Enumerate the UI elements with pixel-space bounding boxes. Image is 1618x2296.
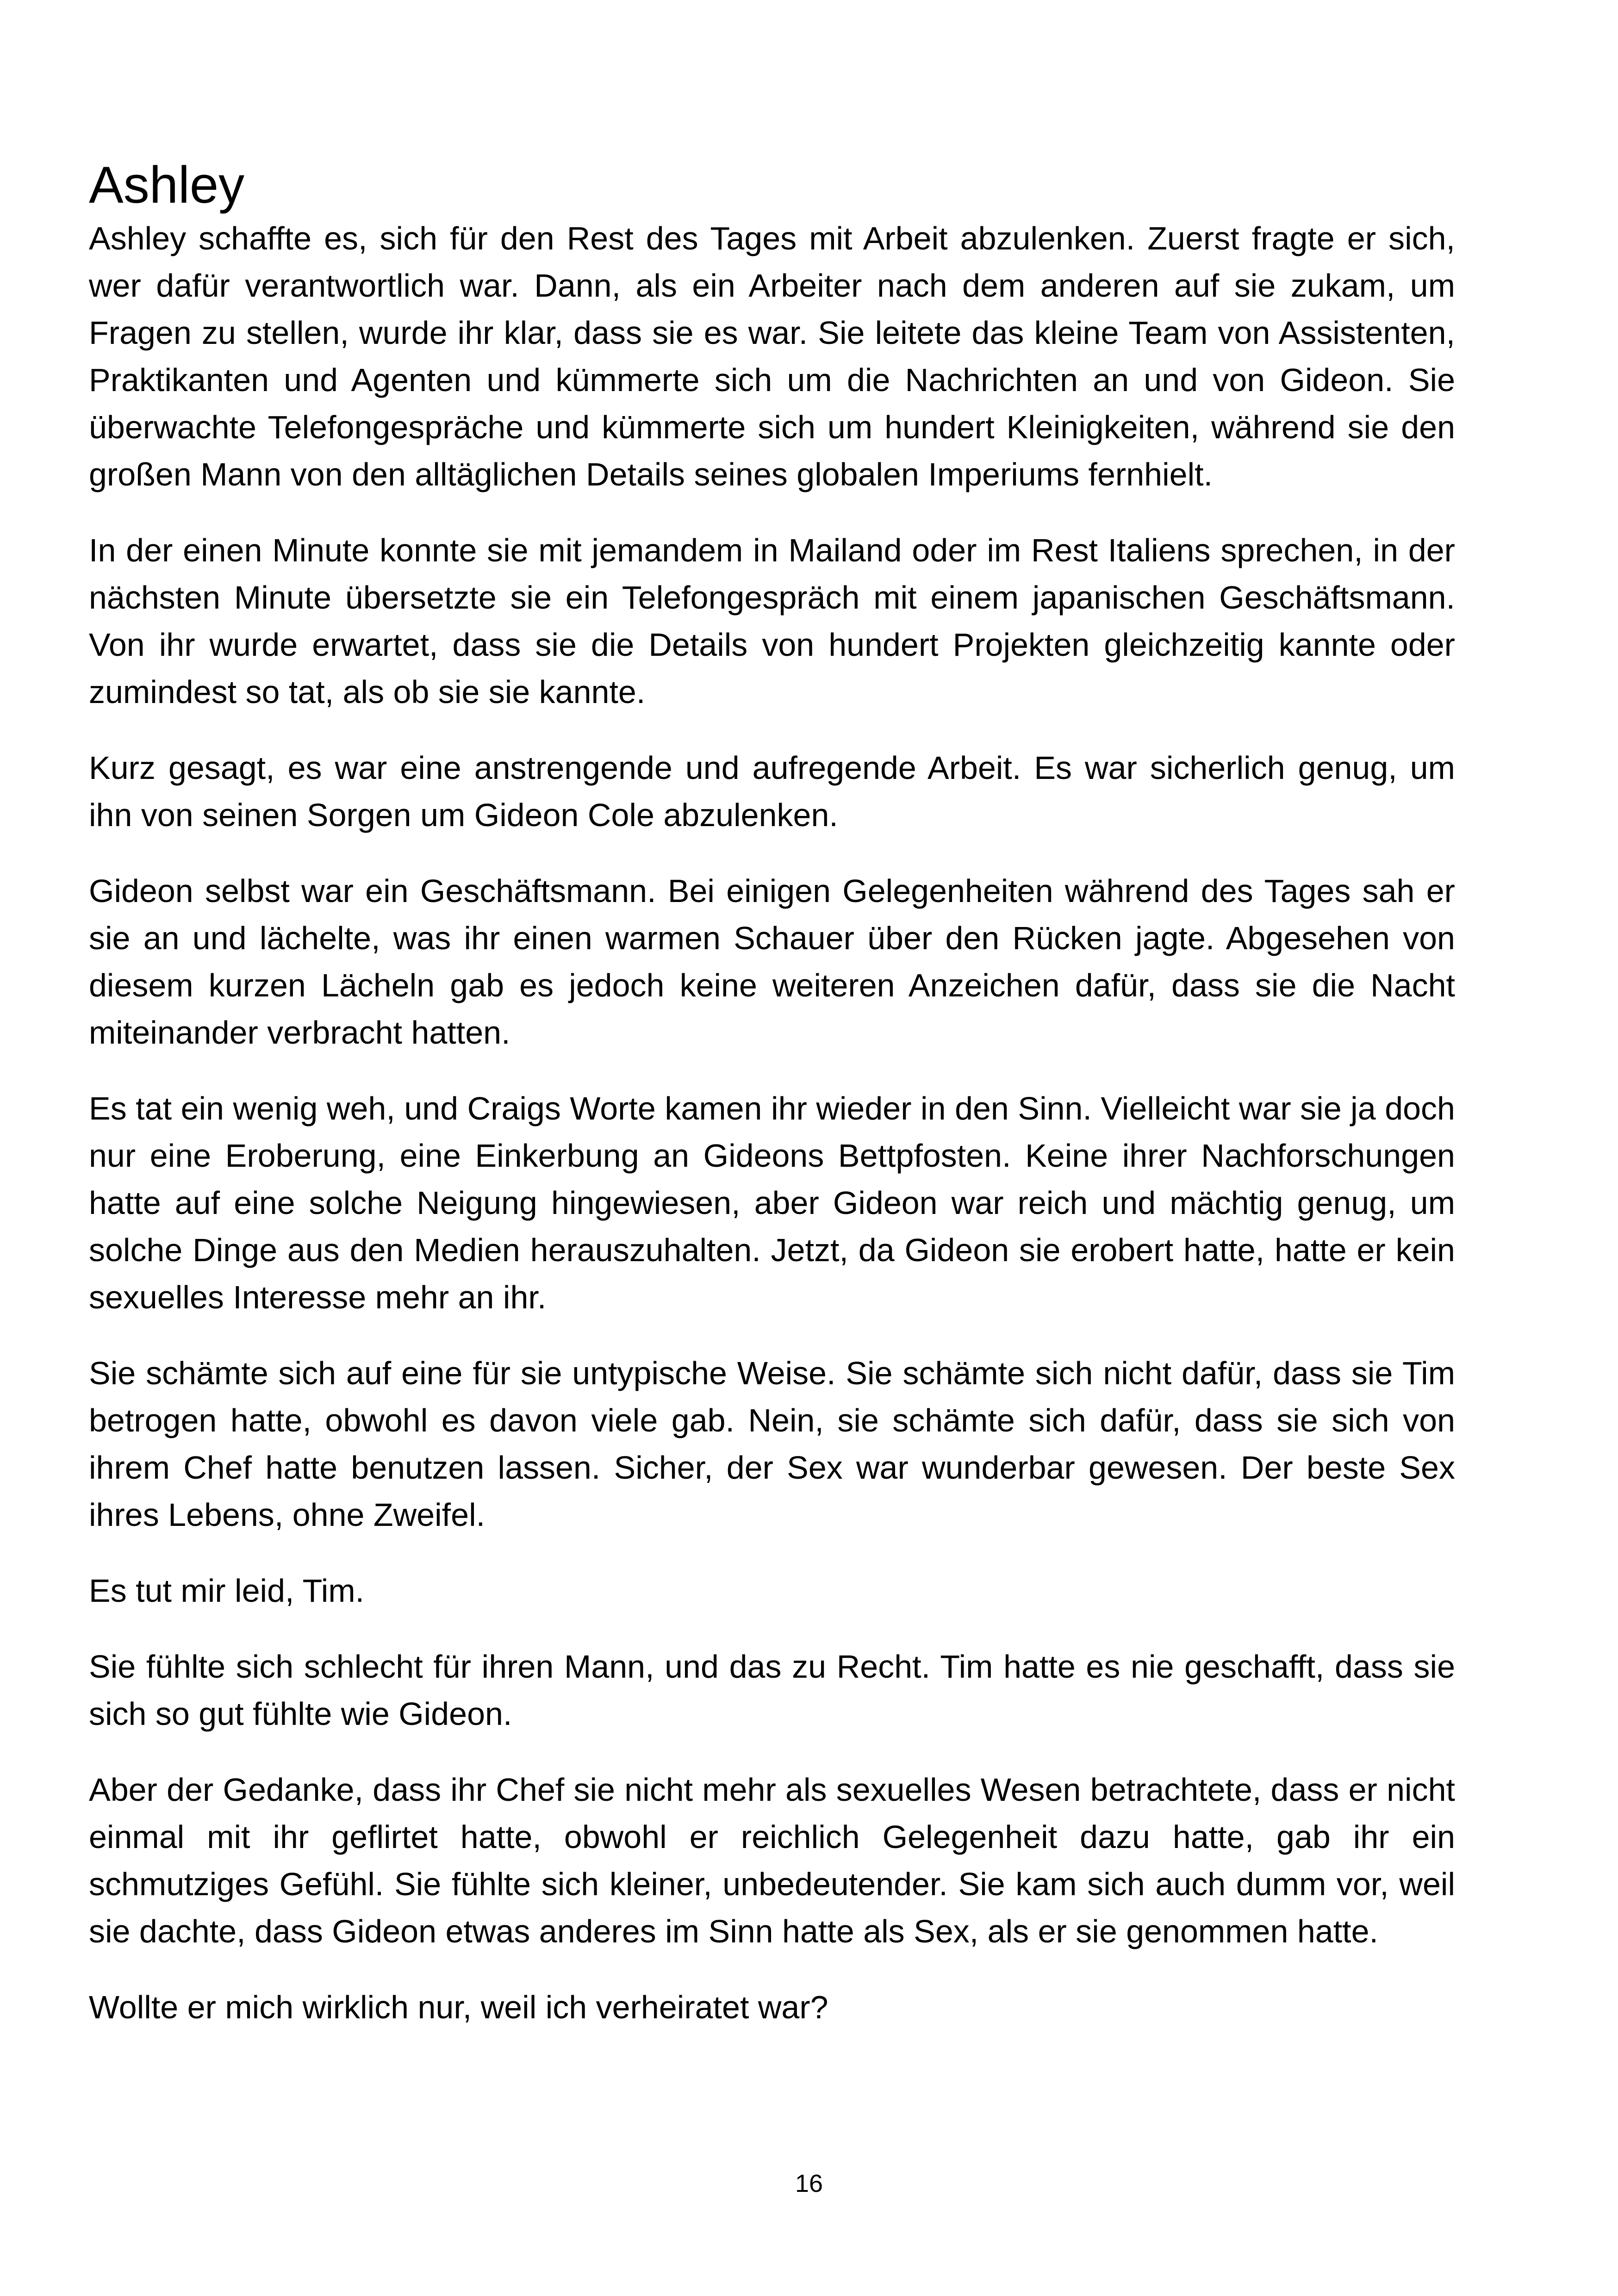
paragraph: Gideon selbst war ein Geschäftsmann. Bei einigen Gelegenheiten während des Tages sah er sie an und lächelte, was ihr einen warmen Schauer über den Rücken jagte. Abgesehen von diesem kurzen Lächeln gab es jedoch keine weiteren Anzeichen dafür, dass sie die Nacht miteinander verbracht hatten. [89, 873, 1455, 1051]
paragraph: Es tat ein wenig weh, und Craigs Worte kamen ihr wieder in den Sinn. Vielleicht war sie ja doch nur eine Eroberung, eine Einkerbung an Gideons Bettpfosten. Keine ihrer Nachforschungen hatte auf eine solche Neigung hingewiesen, aber Gideon war reich und mächtig genug, um solche Dinge aus den Medien herauszuhalten. Jetzt, da Gideon sie erobert hatte, hatte er kein sexuelles Interesse mehr an ihr. [89, 1090, 1455, 1315]
chapter-title: Ashley [89, 156, 245, 214]
page-number: 16 [795, 2170, 823, 2197]
paragraph: Kurz gesagt, es war eine anstrengende und aufregende Arbeit. Es war sicherlich genug, um ihn von seinen Sorgen um Gideon Cole abzulenken. [89, 750, 1455, 833]
paragraph: Wollte er mich wirklich nur, weil ich verheiratet war? [89, 1989, 828, 2025]
paragraph: Sie schämte sich auf eine für sie untypische Weise. Sie schämte sich nicht dafür, dass sie Tim betrogen hatte, obwohl es davon viele gab. Nein, sie schämte sich dafür, dass sie sich von ihrem Chef hatte benutzen lassen. Sicher, der Sex war wunderbar gewesen. Der beste Sex ihres Lebens, ohne Zweifel. [89, 1355, 1455, 1533]
paragraph: Aber der Gedanke, dass ihr Chef sie nicht mehr als sexuelles Wesen betrachtete, dass er nicht einmal mit ihr geflirtet hatte, obwohl er reichlich Gelegenheit dazu hatte, gab ihr ein schmutziges Gefühl. Sie fühlte sich kleiner, unbedeutender. Sie kam sich auch dumm vor, weil sie dachte, dass Gideon etwas anderes im Sinn hatte als Sex, als er sie genommen hatte. [89, 1772, 1455, 1949]
paragraph: Sie fühlte sich schlecht für ihren Mann, und das zu Recht. Tim hatte es nie geschafft, dass sie sich so gut fühlte wie Gideon. [89, 1649, 1455, 1732]
paragraph: Ashley schaffte es, sich für den Rest des Tages mit Arbeit abzulenken. Zuerst fragte er sich, wer dafür verantwortlich war. Dann, als ein Arbeiter nach dem anderen auf sie zukam, um Fragen zu stellen, wurde ihr klar, dass sie es war. Sie leitete das kleine Team von Assistenten, Praktikanten und Agenten und kümmerte sich um die Nachrichten an und von Gideon. Sie überwachte Telefongespräche und kümmerte sich um hundert Kleinigkeiten, während sie den großen Mann von den alltäglichen Details seines globalen Imperiums fernhielt. [89, 220, 1455, 492]
paragraph: Es tut mir leid, Tim. [89, 1573, 365, 1609]
paragraph: In der einen Minute konnte sie mit jemandem in Mailand oder im Rest Italiens sprechen, in der nächsten Minute übersetzte sie ein Telefongespräch mit einem japanischen Geschäftsmann. Von ihr wurde erwartet, dass sie die Details von hundert Projekten gleichzeitig kannte oder zumindest so tat, als ob sie sie kannte. [89, 532, 1455, 710]
page-body [89, 157, 1455, 2031]
